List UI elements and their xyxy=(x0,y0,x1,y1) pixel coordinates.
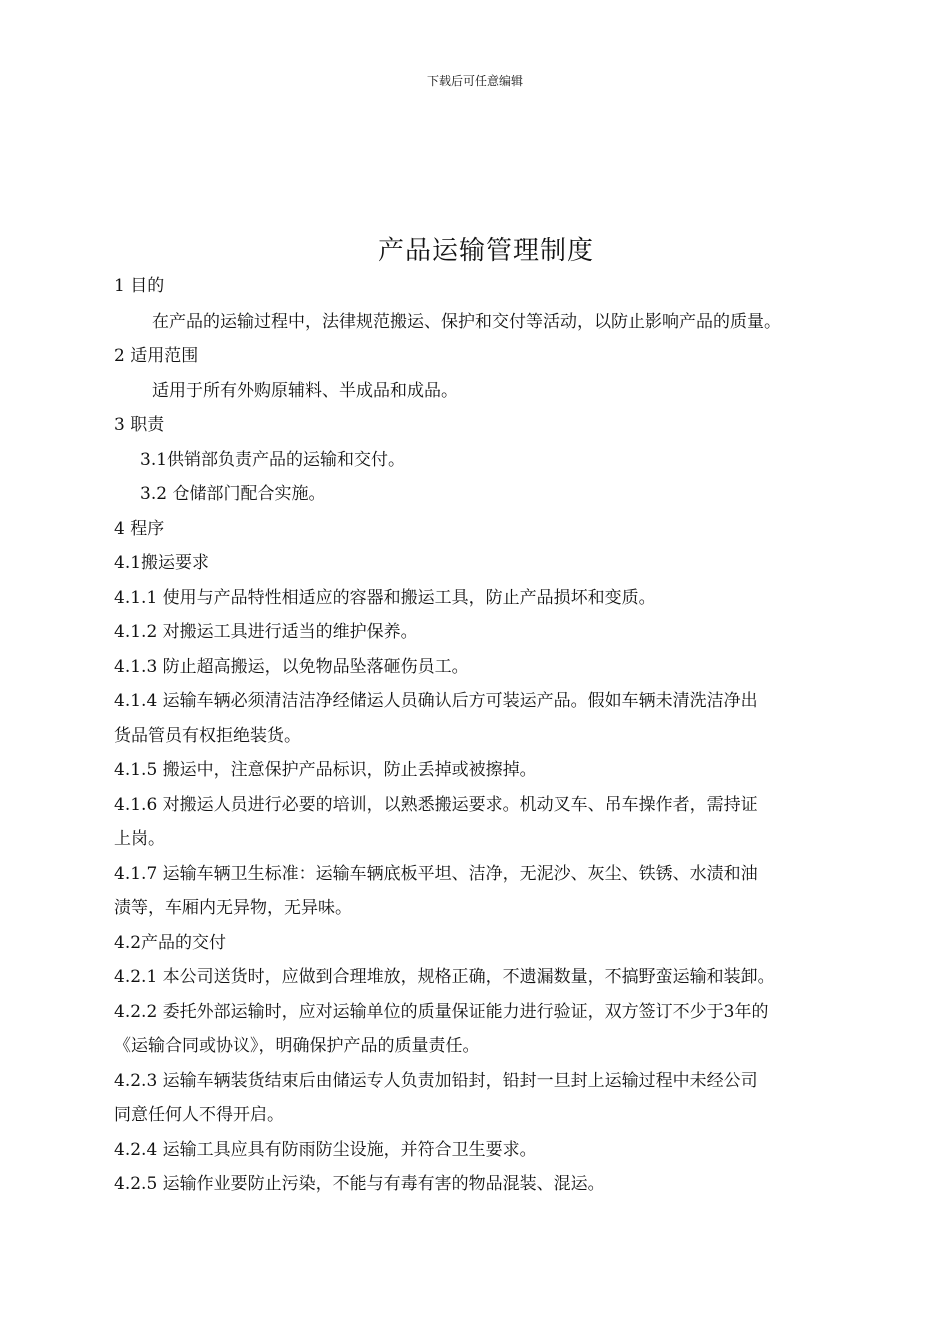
clause: 3.2 仓储部门配合实施。 xyxy=(140,484,326,504)
clause-continuation: 同意任何人不得开启。 xyxy=(114,1105,284,1125)
clause: 4.1.5 搬运中，注意保护产品标识，防止丢掉或被擦掉。 xyxy=(114,760,537,780)
clause: 4.2.4 运输工具应具有防雨防尘设施，并符合卫生要求。 xyxy=(114,1140,537,1160)
clause: 4.1.2 对搬运工具进行适当的维护保养。 xyxy=(114,622,418,642)
clause-continuation: 《运输合同或协议》，明确保护产品的质量责任。 xyxy=(114,1036,480,1056)
clause: 4.1.1 使用与产品特性相适应的容器和搬运工具，防止产品损坏和变质。 xyxy=(114,588,656,608)
section-heading-procedure: 4 程序 xyxy=(114,519,165,539)
clause-continuation: 上岗。 xyxy=(114,829,165,849)
subsection-heading: 4.1搬运要求 xyxy=(114,553,210,573)
clause: 4.2.5 运输作业要防止污染，不能与有毒有害的物品混装、混运。 xyxy=(114,1174,605,1194)
clause: 4.2.2 委托外部运输时，应对运输单位的质量保证能力进行验证，双方签订不少于3年的 xyxy=(114,1002,769,1022)
clause-continuation: 货品管员有权拒绝装货。 xyxy=(114,726,301,746)
subsection-heading: 4.2产品的交付 xyxy=(114,933,227,953)
clause: 4.1.3 防止超高搬运，以免物品坠落砸伤员工。 xyxy=(114,657,469,677)
section-heading-purpose: 1 目的 xyxy=(114,276,165,296)
clause: 4.2.1 本公司送货时，应做到合理堆放，规格正确，不遗漏数量，不搞野蛮运输和装卸。 xyxy=(114,967,775,987)
paragraph: 适用于所有外购原辅料、半成品和成品。 xyxy=(152,381,458,401)
clause: 4.1.4 运输车辆必须清洁洁净经储运人员确认后方可装运产品。假如车辆未清洗洁净出 xyxy=(114,691,758,711)
paragraph: 在产品的运输过程中，法律规范搬运、保护和交付等活动，以防止影响产品的质量。 xyxy=(152,312,781,332)
section-heading-scope: 2 适用范围 xyxy=(114,346,199,366)
clause: 3.1供销部负责产品的运输和交付。 xyxy=(140,450,406,470)
page-header-note: 下载后可任意编辑 xyxy=(426,74,523,88)
document-title: 产品运输管理制度 xyxy=(377,236,594,266)
section-heading-responsibilities: 3 职责 xyxy=(114,415,165,435)
clause: 4.1.7 运输车辆卫生标准：运输车辆底板平坦、洁净，无泥沙、灰尘、铁锈、水渍和油 xyxy=(114,864,758,884)
clause: 4.2.3 运输车辆装货结束后由储运专人负责加铅封，铅封一旦封上运输过程中未经公司 xyxy=(114,1071,758,1091)
clause: 4.1.6 对搬运人员进行必要的培训，以熟悉搬运要求。机动叉车、吊车操作者，需持证 xyxy=(114,795,758,815)
clause-continuation: 渍等，车厢内无异物，无异味。 xyxy=(114,898,352,918)
